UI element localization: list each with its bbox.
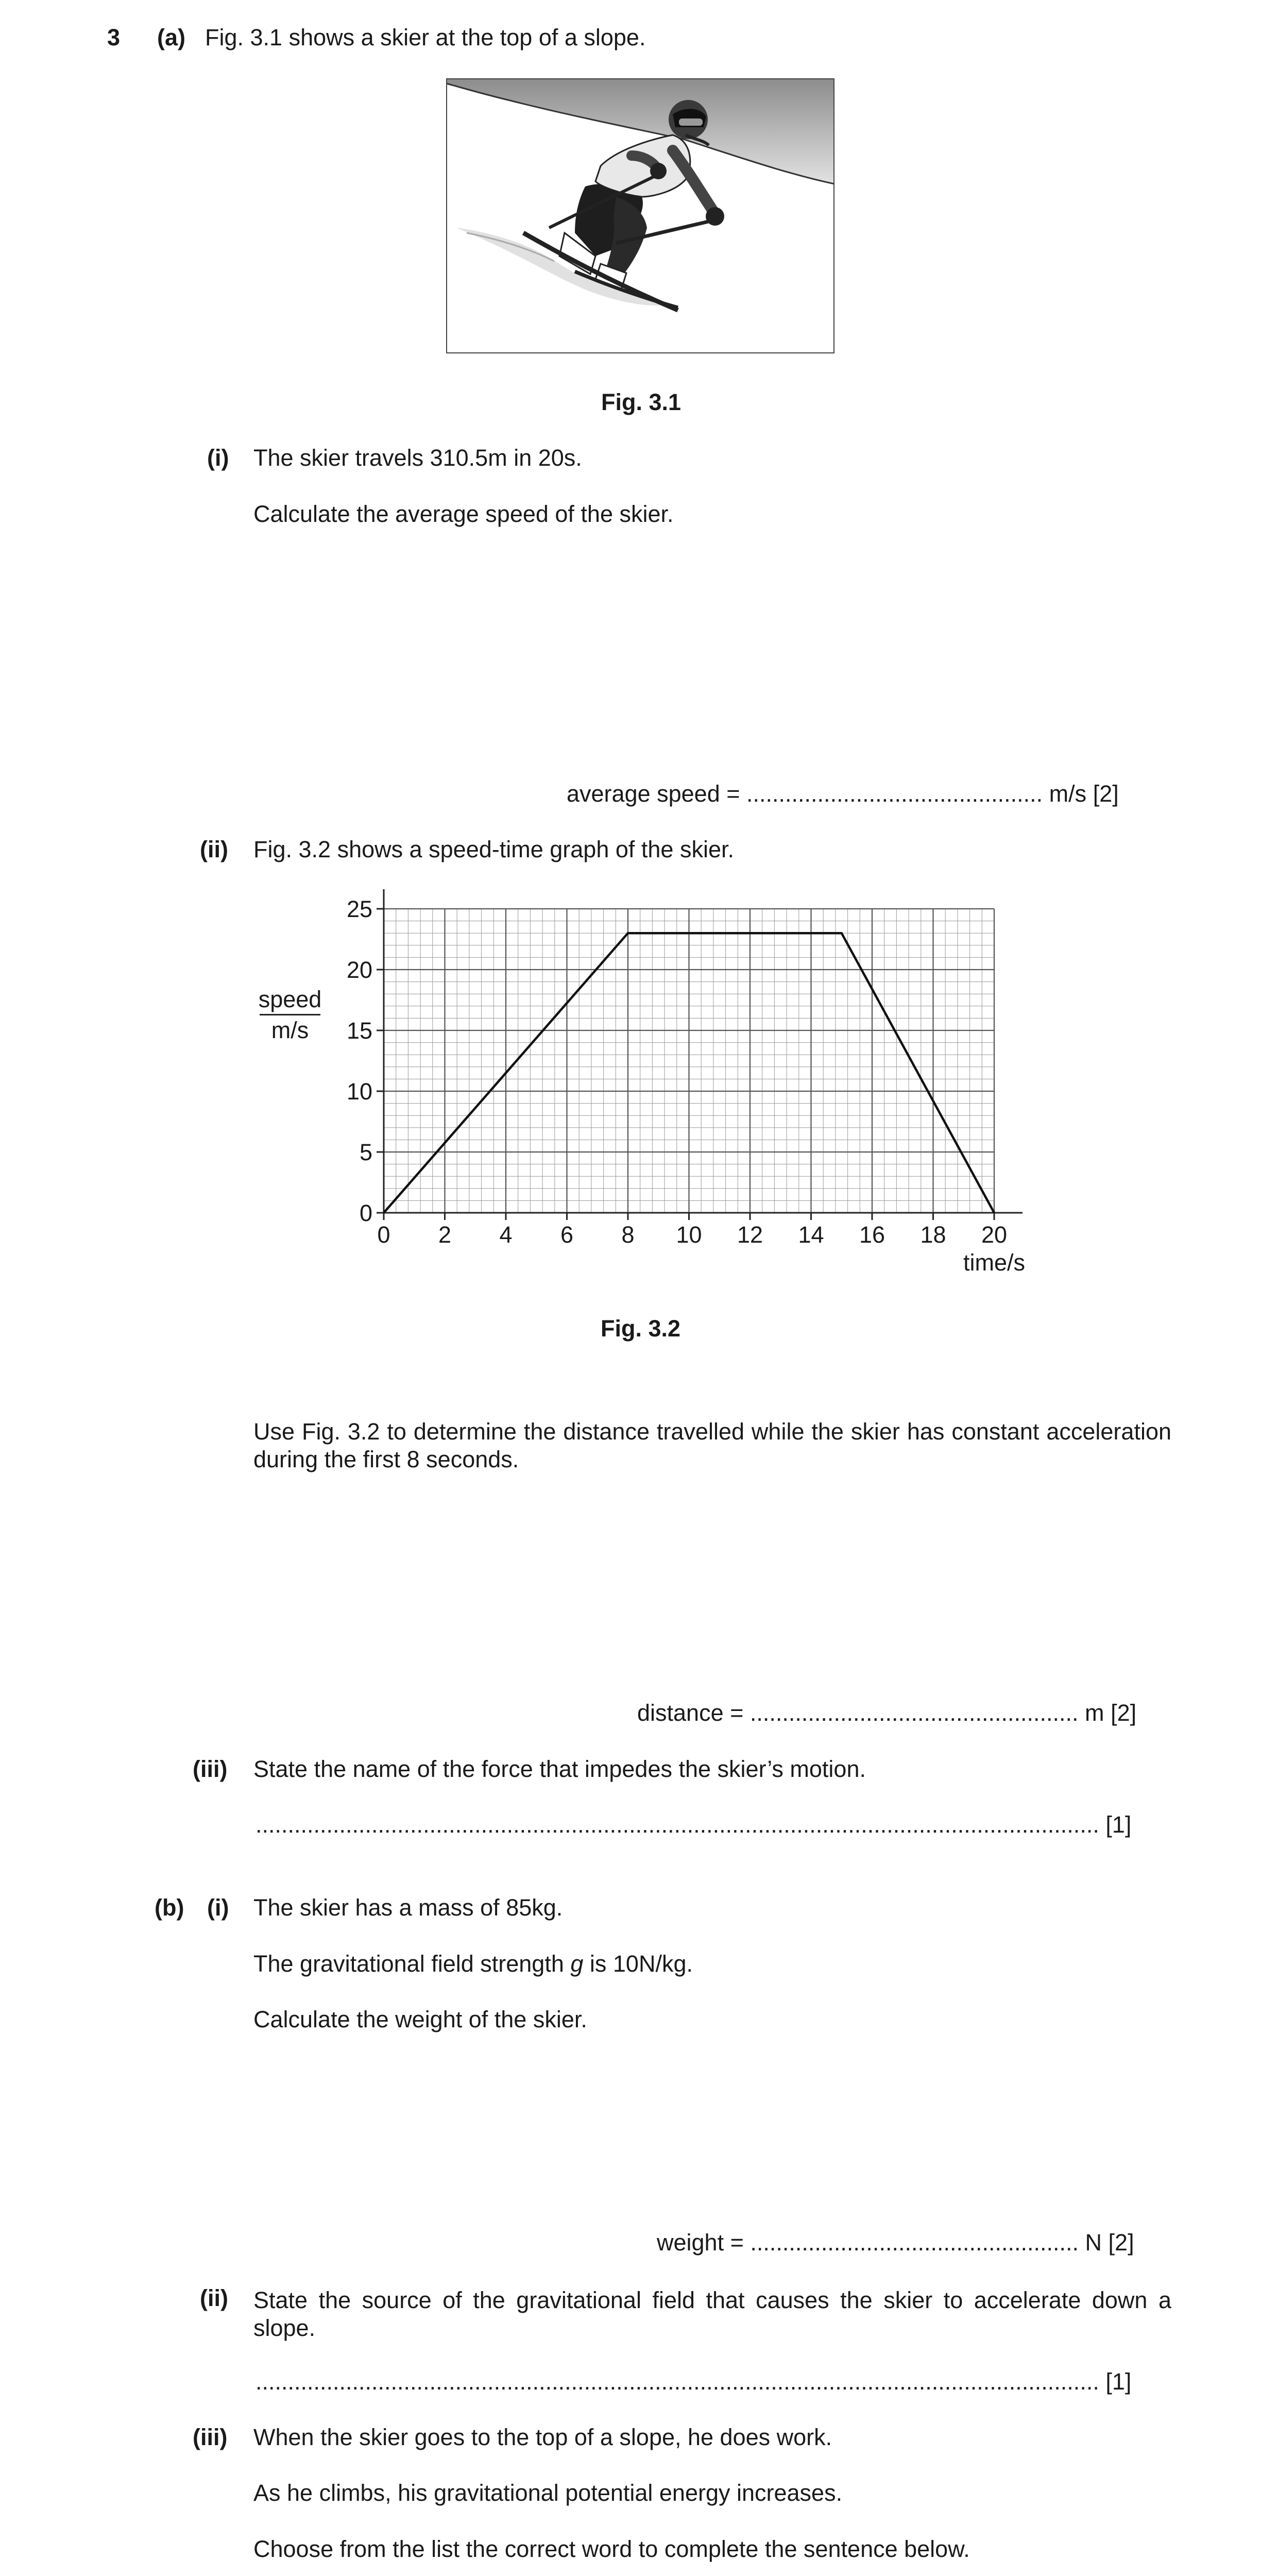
answer-prefix: average speed = — [567, 781, 740, 807]
x-tick-label: 12 — [737, 1222, 763, 1248]
fig-3-1-caption: Fig. 3.1 — [601, 389, 681, 415]
part-b-i-label: (i) — [207, 1894, 229, 1921]
part-b-label: (b) — [155, 1894, 184, 1921]
part-b-iii-line3: Choose from the list the correct word to complete the sentence below. — [253, 2536, 970, 2562]
y-axis-label — [257, 988, 323, 1042]
x-tick-label: 6 — [560, 1222, 574, 1248]
x-tick-label: 20 — [981, 1222, 1008, 1248]
answer-line-source — [255, 2370, 1131, 2393]
part-b-i-line2 — [253, 1952, 693, 1975]
question-number: 3 — [107, 24, 121, 50]
y-tick-label: 0 — [359, 1200, 372, 1226]
marks: [2] — [1111, 1700, 1137, 1726]
x-tick-label: 0 — [377, 1222, 390, 1248]
x-tick-label: 4 — [499, 1222, 513, 1248]
part-a-i-line2: Calculate the average speed of the skier. — [253, 501, 674, 527]
answer-unit: N — [1085, 2229, 1102, 2256]
x-tick-label: 16 — [859, 1222, 885, 1248]
y-tick-label: 15 — [346, 1018, 372, 1044]
part-a-i-label: (i) — [207, 445, 229, 471]
answer-prefix: weight = — [657, 2229, 744, 2256]
part-b-iii-label: (iii) — [193, 2424, 228, 2450]
y-axis-unit: m/s — [271, 1017, 309, 1043]
answer-dots[interactable]: ................................................................................................................................... — [255, 1811, 1099, 1838]
x-tick-label: 2 — [438, 1222, 452, 1248]
x-tick-label: 8 — [621, 1222, 635, 1248]
x-tick-label: 18 — [920, 1222, 946, 1248]
part-b-ii-text: State the source of the gravitational field that causes the skier to accelerate down a slope. — [253, 2287, 1171, 2341]
answer-line-average-speed — [567, 782, 1119, 805]
g-variable: g — [570, 1951, 584, 1977]
answer-line-distance — [637, 1701, 1136, 1724]
y-axis-quantity: speed — [258, 986, 322, 1012]
part-a-iii-text: State the name of the force that impedes the skier’s motion. — [253, 1756, 866, 1782]
marks: [2] — [1108, 2229, 1134, 2256]
part-b-i-line1: The skier has a mass of 85kg. — [253, 1894, 563, 1921]
line2-before: The gravitational field strength — [253, 1951, 571, 1977]
x-tick-label: 10 — [676, 1222, 702, 1248]
answer-dots[interactable]: ................................................... — [750, 2229, 1079, 2256]
part-a-ii-intro: Fig. 3.2 shows a speed-time graph of the skier. — [253, 836, 734, 862]
part-a-ii-label: (ii) — [200, 836, 228, 862]
marks: [2] — [1093, 781, 1119, 807]
part-a-ii-question: Use Fig. 3.2 to determine the distance travelled while the skier has constant acceleration during the first 8 seconds. — [253, 1418, 1171, 1472]
answer-line-force — [255, 1813, 1131, 1836]
marks: [1] — [1105, 1811, 1132, 1838]
fig-3-2-caption: Fig. 3.2 — [601, 1315, 681, 1342]
part-b-iii-line1: When the skier goes to the top of a slope, he does work. — [253, 2424, 832, 2450]
answer-dots[interactable]: .............................................. — [746, 781, 1043, 807]
speed-time-graph — [325, 876, 1035, 1288]
y-tick-label: 25 — [346, 896, 372, 922]
answer-unit: m — [1085, 1700, 1104, 1726]
answer-prefix: distance = — [637, 1700, 744, 1726]
part-b-i-line3: Calculate the weight of the skier. — [253, 2006, 587, 2032]
x-axis-label: time/s — [963, 1249, 1026, 1276]
marks: [1] — [1105, 2368, 1132, 2395]
y-tick-label: 20 — [346, 957, 372, 983]
answer-line-weight — [657, 2231, 1134, 2254]
part-b-ii-label: (ii) — [200, 2285, 228, 2311]
line2-after: is 10N/kg. — [583, 1951, 693, 1977]
part-a-i-line1: The skier travels 310.5m in 20s. — [253, 445, 582, 471]
part-a-intro: Fig. 3.1 shows a skier at the top of a slope. — [205, 24, 646, 50]
fig-3-1-frame — [446, 78, 834, 353]
y-tick-label: 10 — [346, 1078, 372, 1105]
answer-dots[interactable]: ................................................... — [749, 1700, 1079, 1726]
answer-unit: m/s — [1049, 781, 1087, 807]
x-tick-label: 14 — [798, 1222, 824, 1248]
y-tick-label: 5 — [359, 1139, 372, 1165]
part-a-label: (a) — [157, 24, 185, 50]
part-b-iii-line2: As he climbs, his gravitational potential energy increases. — [253, 2480, 843, 2506]
answer-dots[interactable]: ................................................................................................................................... — [255, 2368, 1099, 2395]
part-a-iii-label: (iii) — [193, 1756, 228, 1782]
